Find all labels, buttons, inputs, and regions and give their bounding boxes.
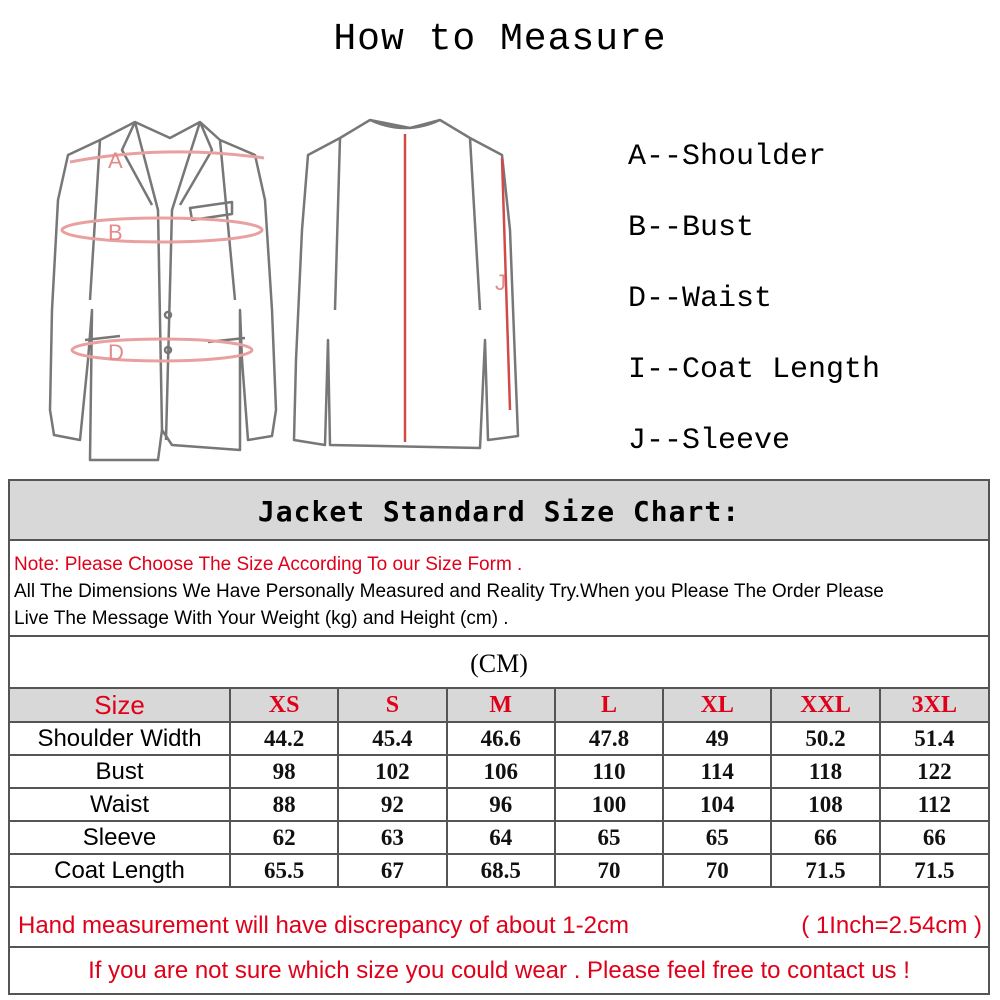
label-d: D [108,340,124,365]
bust-measure-line [62,218,262,242]
size-chart-heading: Jacket Standard Size Chart: [10,481,988,541]
page-title: How to Measure [333,18,667,61]
legend-coat-length: I--Coat Length [628,353,881,387]
legend-bust: B--Bust [628,211,755,245]
cell-value: 104 [663,788,771,821]
cell-value: 63 [338,821,446,854]
table-row [10,821,988,854]
table-row [10,788,988,821]
note-line-2: Live The Message With Your Weight (kg) and Height (cm) . [14,608,509,629]
cell-value: 67 [338,854,446,887]
discrepancy-note: Hand measurement will have discrepancy of about 1-2cm [18,912,629,939]
table-row [10,755,988,788]
size-xxl: XXL [771,689,879,722]
cell-value: 71.5 [771,854,879,887]
legend-waist: D--Waist [628,282,773,316]
cell-value: 92 [338,788,446,821]
size-column-label: Size [10,689,230,722]
cell-value: 106 [447,755,555,788]
cell-value: 65.5 [230,854,338,887]
label-a: A [108,148,123,173]
size-xs: XS [230,689,338,722]
waist-measure-line [72,339,252,361]
cell-value: 62 [230,821,338,854]
jacket-measurement-illustration [40,110,600,470]
cell-value: 66 [771,821,879,854]
cell-value: 108 [771,788,879,821]
table-row [10,722,988,755]
legend-sleeve: J--Sleeve [628,424,791,458]
cell-value: 118 [771,755,879,788]
size-xl: XL [663,689,771,722]
cell-value: 45.4 [338,722,446,755]
row-label: Coat Length [10,854,230,887]
cell-value: 96 [447,788,555,821]
note-red: Note: Please Choose The Size According To our Size Form . [14,554,523,575]
cell-value: 102 [338,755,446,788]
label-j: J [495,270,506,295]
size-table [10,689,988,888]
cell-value: 68.5 [447,854,555,887]
cell-value: 66 [880,821,988,854]
cell-value: 65 [555,821,663,854]
cell-value: 114 [663,755,771,788]
legend-shoulder: A--Shoulder [628,140,827,174]
size-header-row [10,689,988,722]
note-line-1: All The Dimensions We Have Personally Measured and Reality Try.When you Please The Order Please [14,581,884,602]
table-row [10,854,988,887]
cell-value: 100 [555,788,663,821]
size-chart [8,479,990,995]
cell-value: 122 [880,755,988,788]
measurement-legend [628,122,880,477]
cell-value: 71.5 [880,854,988,887]
cell-value: 70 [555,854,663,887]
size-s: S [338,689,446,722]
cell-value: 50.2 [771,722,879,755]
unit-label: (CM) [10,637,988,689]
cell-value: 112 [880,788,988,821]
cell-value: 65 [663,821,771,854]
contact-note: If you are not sure which size you could wear . Please feel free to contact us ! [88,957,910,984]
size-chart-notes [10,541,988,637]
row-label: Waist [10,788,230,821]
cell-value: 51.4 [880,722,988,755]
inch-conversion-note: ( 1Inch=2.54cm ) [801,912,982,939]
row-label: Bust [10,755,230,788]
cell-value: 64 [447,821,555,854]
cell-value: 47.8 [555,722,663,755]
size-3xl: 3XL [880,689,988,722]
label-i: I [397,240,404,265]
cell-value: 49 [663,722,771,755]
front-jacket-outline [50,122,276,460]
cell-value: 98 [230,755,338,788]
cell-value: 70 [663,854,771,887]
row-label: Shoulder Width [10,722,230,755]
size-l: L [555,689,663,722]
cell-value: 88 [230,788,338,821]
size-m: M [447,689,555,722]
cell-value: 46.6 [447,722,555,755]
cell-value: 110 [555,755,663,788]
measurement-disclaimer-row [10,904,988,948]
label-b: B [108,220,123,245]
cell-value: 44.2 [230,722,338,755]
row-label: Sleeve [10,821,230,854]
